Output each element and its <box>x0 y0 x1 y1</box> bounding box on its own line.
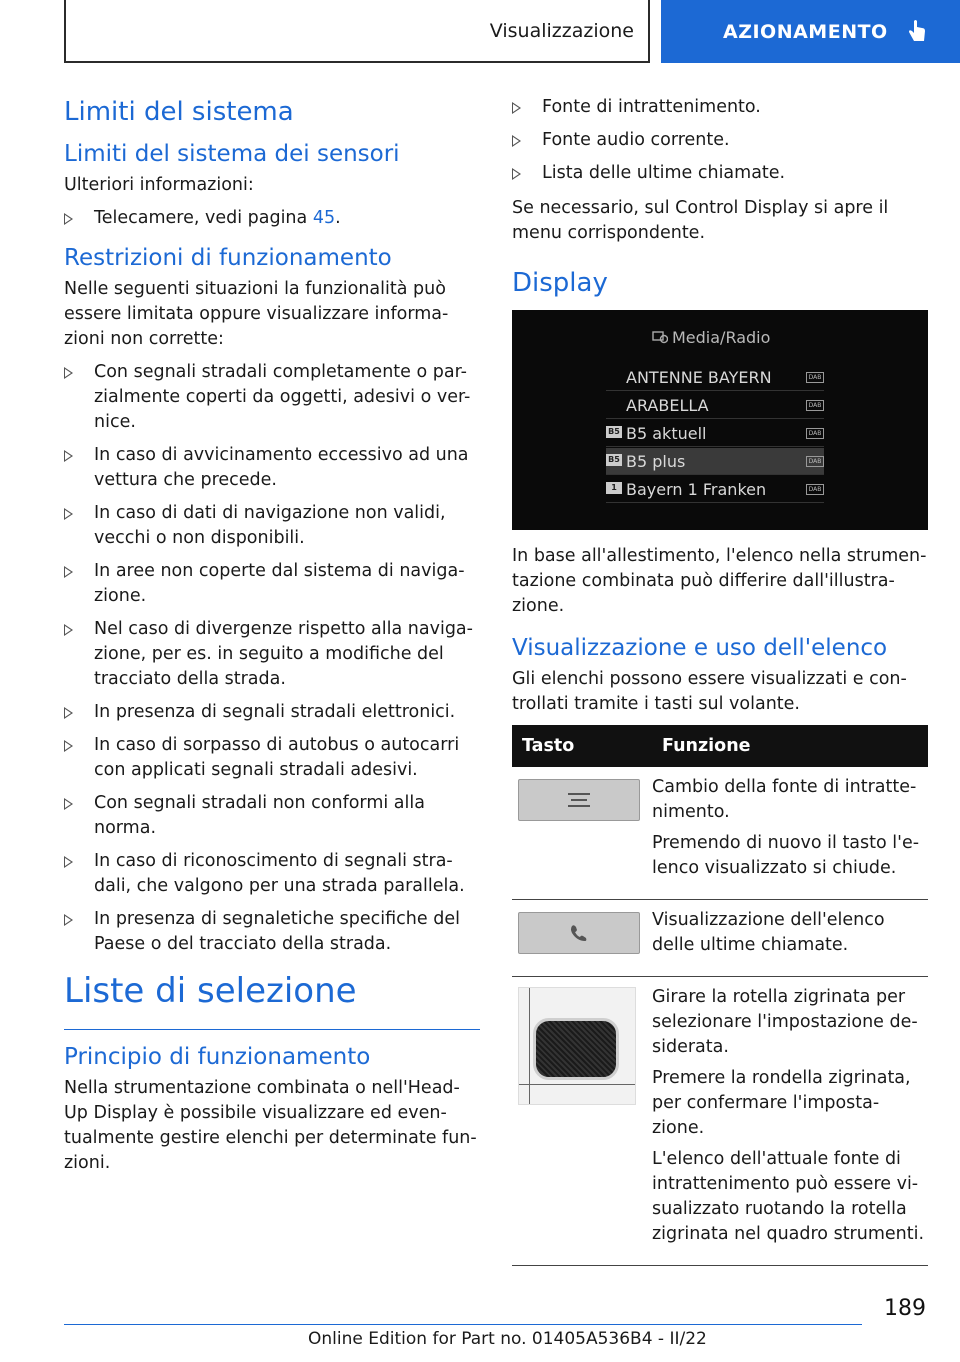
bullet-triangle-icon <box>64 798 73 810</box>
display-row-label: ARABELLA <box>626 395 709 415</box>
bullet-triangle-icon <box>64 707 73 719</box>
list-item-text: In caso di dati di navigazione non validi, vecchi o non disponibili. <box>94 503 446 548</box>
table-header-tasto: Tasto <box>512 725 652 767</box>
list-item <box>64 791 480 841</box>
heading-limiti-sensori: Limiti del sistema dei sensori <box>64 141 400 167</box>
list-item-text: Nel caso di divergenze rispetto alla naviga-zione, per es. in seguito a modifiche del tracciato della strada. <box>94 619 473 689</box>
page-link[interactable]: 45 <box>312 208 336 228</box>
station-logo-icon: B5 <box>606 454 622 466</box>
thumbwheel-icon <box>518 987 636 1105</box>
table-cell-key <box>512 977 652 1266</box>
bullet-triangle-icon <box>64 367 73 379</box>
display-row-label: B5 plus <box>626 451 686 471</box>
list-item <box>64 443 480 493</box>
list-item <box>64 617 480 692</box>
restrizioni-list <box>64 360 480 957</box>
visual-text: Gli elenchi possono essere visualizzati e con-trollati tramite i tasti sul volante. <box>512 669 907 714</box>
display-row-selected <box>606 448 824 475</box>
footer-edition: Online Edition for Part no. 01405A536B4 - II/22 <box>308 1329 707 1349</box>
table-row <box>512 977 928 1266</box>
dab-badge: DAB <box>806 456 824 467</box>
list-item-text: Telecamere, vedi pagina <box>94 208 313 228</box>
header-section-box <box>64 0 650 63</box>
list-item <box>64 206 480 231</box>
bullet-triangle-icon <box>64 856 73 868</box>
list-item <box>64 733 480 783</box>
bullet-triangle-icon <box>64 508 73 520</box>
list-item <box>512 95 928 120</box>
page-number: 189 <box>884 1296 926 1321</box>
table-row <box>512 900 928 977</box>
function-text: Premendo di nuovo il tasto l'e-lenco visualizzato si chiude. <box>652 833 920 878</box>
list-item <box>512 128 928 153</box>
header-section-title: Visualizzazione <box>489 19 634 42</box>
display-caption: In base all'allestimento, l'elenco nella strumen-tazione combinata può differire dall'illustra-zione. <box>512 546 927 616</box>
list-item <box>64 849 480 899</box>
display-row <box>606 476 824 503</box>
key-function-table <box>512 725 928 1266</box>
header-chapter-tab <box>661 0 960 63</box>
bullet-triangle-icon <box>512 102 521 114</box>
display-row <box>606 420 824 447</box>
bezel-line <box>519 1084 635 1085</box>
hand-pointer-icon <box>906 19 928 45</box>
table-cell-function <box>652 767 928 900</box>
heading-display: Display <box>512 268 608 298</box>
display-title: Media/Radio <box>672 328 771 347</box>
display-row <box>606 392 824 419</box>
list-item-text: Fonte audio corrente. <box>542 130 730 150</box>
ulteriori-text: Ulteriori informazioni: <box>64 175 254 195</box>
display-row-label: ANTENNE BAYERN <box>626 367 772 387</box>
dab-badge: DAB <box>806 428 824 439</box>
dab-badge: DAB <box>806 372 824 383</box>
function-text: Cambio della fonte di intratte-nimento. <box>652 777 917 822</box>
heading-restrizioni: Restrizioni di funzionamento <box>64 245 392 271</box>
display-illustration <box>512 310 928 530</box>
display-row-label: B5 aktuell <box>626 423 707 443</box>
bezel-line <box>529 988 530 1104</box>
station-logo-icon: B5 <box>606 426 622 438</box>
left-column <box>64 95 480 1184</box>
table-row <box>512 767 928 900</box>
heading-principio: Principio di funzionamento <box>64 1044 371 1070</box>
header-chapter-title: AZIONAMENTO <box>723 20 888 43</box>
bullet-triangle-icon <box>64 914 73 926</box>
list-item <box>64 907 480 957</box>
list-item-text: In presenza di segnali stradali elettronici. <box>94 702 456 722</box>
list-icon <box>518 779 640 821</box>
list-item <box>64 700 480 725</box>
ulteriori-list <box>64 206 480 231</box>
list-item <box>64 360 480 435</box>
top-list <box>512 95 928 186</box>
display-row-label: Bayern 1 Franken <box>626 479 767 499</box>
bullet-triangle-icon <box>64 450 73 462</box>
list-item-text: In aree non coperte dal sistema di naviga-zione. <box>94 561 465 606</box>
function-text: Girare la rotella zigrinata per selezionare l'impostazione de-siderata. <box>652 987 918 1057</box>
footer-divider <box>64 1324 862 1325</box>
table-cell-function <box>652 900 928 977</box>
right-column <box>512 95 928 1266</box>
station-logo-icon: 1 <box>606 482 622 494</box>
heading-liste-selezione: Liste di selezione <box>64 971 480 1030</box>
list-item <box>64 501 480 551</box>
bullet-triangle-icon <box>64 213 73 225</box>
list-item-text: Con segnali stradali completamente o par-zialmente coperti da oggetti, adesivi o ver-nice. <box>94 362 471 432</box>
list-item <box>512 161 928 186</box>
bullet-triangle-icon <box>64 740 73 752</box>
list-item-text: Con segnali stradali non conformi alla norma. <box>94 793 425 838</box>
thumbwheel-knob <box>533 1018 619 1080</box>
media-radio-icon <box>652 328 668 344</box>
list-item-text: Lista delle ultime chiamate. <box>542 163 786 183</box>
list-item-text: In presenza di segnaletiche specifiche del Paese o del tracciato della strada. <box>94 909 460 954</box>
dab-badge: DAB <box>806 484 824 495</box>
table-cell-key <box>512 900 652 977</box>
top-text: Se necessario, sul Control Display si apre il menu corrispondente. <box>512 198 889 243</box>
list-item-text: In caso di riconoscimento di segnali stra-dali, che valgono per una strada parallela. <box>94 851 465 896</box>
restrizioni-intro: Nelle seguenti situazioni la funzionalità può essere limitata oppure visualizzare informa-zioni non corrette: <box>64 279 449 349</box>
dab-badge: DAB <box>806 400 824 411</box>
principio-text: Nella strumentazione combinata o nell'Head-Up Display è possibile visualizzare ed even-tualmente gestire elenchi per determinate fun-zioni. <box>64 1078 477 1173</box>
table-header-funzione: Funzione <box>652 725 928 767</box>
bullet-triangle-icon <box>512 168 521 180</box>
display-row <box>606 364 824 391</box>
function-text: Visualizzazione dell'elenco delle ultime chiamate. <box>652 910 885 955</box>
list-item-text: Fonte di intrattenimento. <box>542 97 761 117</box>
table-cell-function <box>652 977 928 1266</box>
bullet-triangle-icon <box>64 624 73 636</box>
heading-limiti-sistema: Limiti del sistema <box>64 97 294 127</box>
table-cell-key <box>512 767 652 900</box>
list-item <box>64 559 480 609</box>
list-item-text: In caso di avvicinamento eccessivo ad una vettura che precede. <box>94 445 469 490</box>
list-item-text: . <box>335 208 341 228</box>
bullet-triangle-icon <box>64 566 73 578</box>
list-item-text: In caso di sorpasso di autobus o autocarri con applicati segnali stradali adesivi. <box>94 735 460 780</box>
heading-visualizzazione-uso: Visualizzazione e uso dell'elenco <box>512 635 888 661</box>
function-text: L'elenco dell'attuale fonte di intrattenimento può essere vi-sualizzato ruotando la rotella zigrinata nel quadro strumenti. <box>652 1149 925 1244</box>
function-text: Premere la rondella zigrinata, per confermare l'imposta-zione. <box>652 1068 911 1138</box>
phone-icon <box>518 912 640 954</box>
bullet-triangle-icon <box>512 135 521 147</box>
